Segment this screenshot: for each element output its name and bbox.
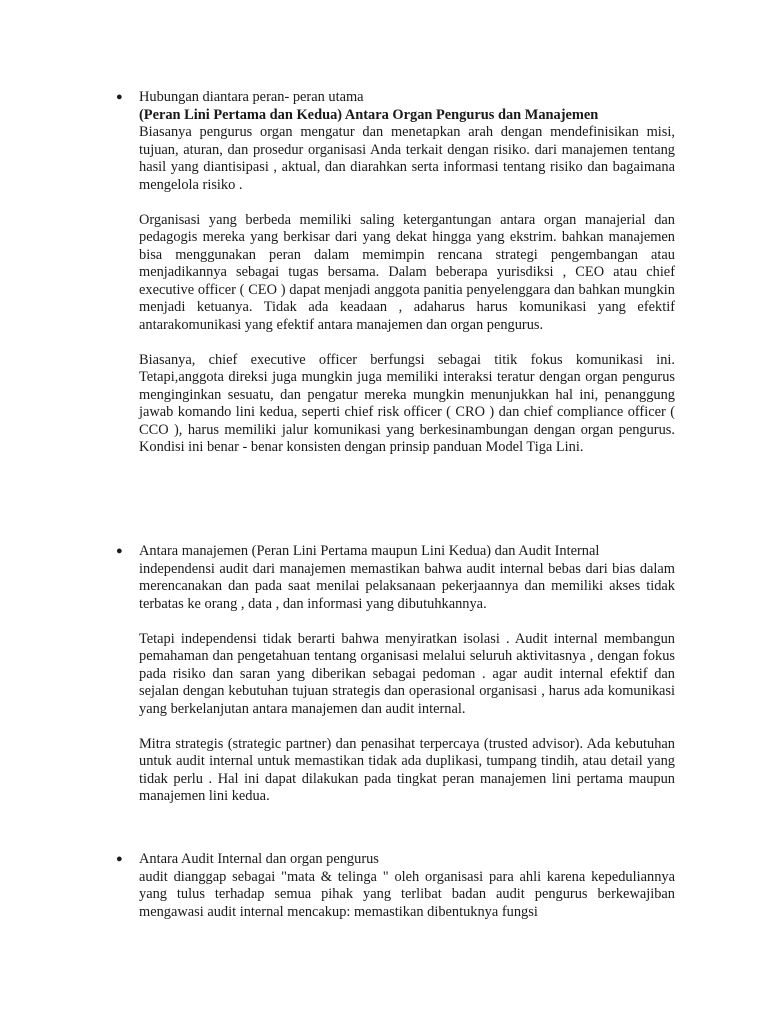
paragraph: Organisasi yang berbeda memiliki saling ketergantungan antara organ manajerial dan pedagogis mereka yang berkisar dari yang dekat hingga yang ekstrim. bahkan manajemen bisa menggunakan peran dalam memimpin rencana strategi pengembangan atau menjadikannya sebagai tugas bersama. Dalam beberapa yurisdiksi , CEO atau chief executive officer ( CEO ) dapat menjadi anggota panitia penyelenggara dan bahkan mungkin menjadi ketuanya. Tidak ada keadaan , adaharus harus komunikasi yang efektif antarakomunikasi yang efektif antara manajemen dan organ pengurus. [139, 211, 675, 333]
section-audit-organ-pengurus [116, 851, 675, 921]
paragraph: Mitra strategis (strategic partner) dan penasihat terpercaya (trusted advisor). Ada kebutuhan untuk audit internal untuk memastikan tidak ada duplikasi, tumpang tindih, atau detail yang tidak perlu . Hal ini dapat dilakukan pada tingkat peran manajemen lini pertama maupun manajemen lini kedua. [139, 735, 675, 804]
section-peran-utama [116, 89, 675, 457]
section-heading: Hubungan diantara peran- peran utama [139, 89, 364, 105]
section-subheading: (Peran Lini Pertama dan Kedua) Antara Organ Pengurus dan Manajemen [139, 106, 599, 123]
paragraph: Biasanya, chief executive officer berfungsi sebagai titik fokus komunikasi ini. Tetapi,anggota direksi juga mungkin juga memiliki interaksi teratur dengan organ pengurus menginginkan sesuatu, dan pengatur mereka mungkin menunjukkan hal ini, penanggung jawab komando lini kedua, seperti chief risk officer ( CRO ) dan chief compliance officer ( CCO ), harus memiliki jalur komunikasi yang berkesinambungan dengan organ pengurus. Kondisi ini benar - benar konsisten dengan prinsip panduan Model Tiga Lini. [139, 351, 675, 455]
section-heading: Antara manajemen (Peran Lini Pertama maupun Lini Kedua) dan Audit Internal [139, 543, 600, 559]
section-heading: Antara Audit Internal dan organ pengurus [139, 851, 379, 867]
paragraph: audit dianggap sebagai "mata & telinga " oleh organisasi para ahli karena kepeduliannya yang tulus terhadap semua pihak yang terlibat badan audit pengurus berkewajiban mengawasi audit internal mencakup: memastikan dibentuknya fungsi [139, 868, 675, 920]
paragraph: Tetapi independensi tidak berarti bahwa menyiratkan isolasi . Audit internal membangun pemahaman dan pengetahuan tentang organisasi melalui seluruh aktivitasnya , dengan fokus pada risiko dan saran yang diberikan sebagai pedoman . agar audit internal efektif dan sejalan dengan kebutuhan tujuan strategis dan operasional organisasi , harus ada komunikasi yang berkelanjutan antara manajemen dan audit internal. [139, 630, 675, 717]
bullet-icon: ● [116, 853, 123, 865]
section-manajemen-audit-internal [116, 543, 675, 806]
bullet-icon: ● [116, 91, 123, 103]
paragraph: independensi audit dari manajemen memastikan bahwa audit internal bebas dari bias dalam merencanakan dan pada saat menilai pelaksanaan pekerjaannya dan memiliki akses tidak terbatas ke orang , data , dan informasi yang dibutuhkannya. [139, 560, 675, 612]
bullet-icon: ● [116, 545, 123, 557]
paragraph: Biasanya pengurus organ mengatur dan menetapkan arah dengan mendefinisikan misi, tujuan, aturan, dan prosedur organisasi Anda terkait dengan risiko. dari manajemen tentang hasil yang diantisipasi , aktual, dan diarahkan serta informasi tentang risiko dan bagaimana mengelola risiko . [139, 124, 675, 193]
